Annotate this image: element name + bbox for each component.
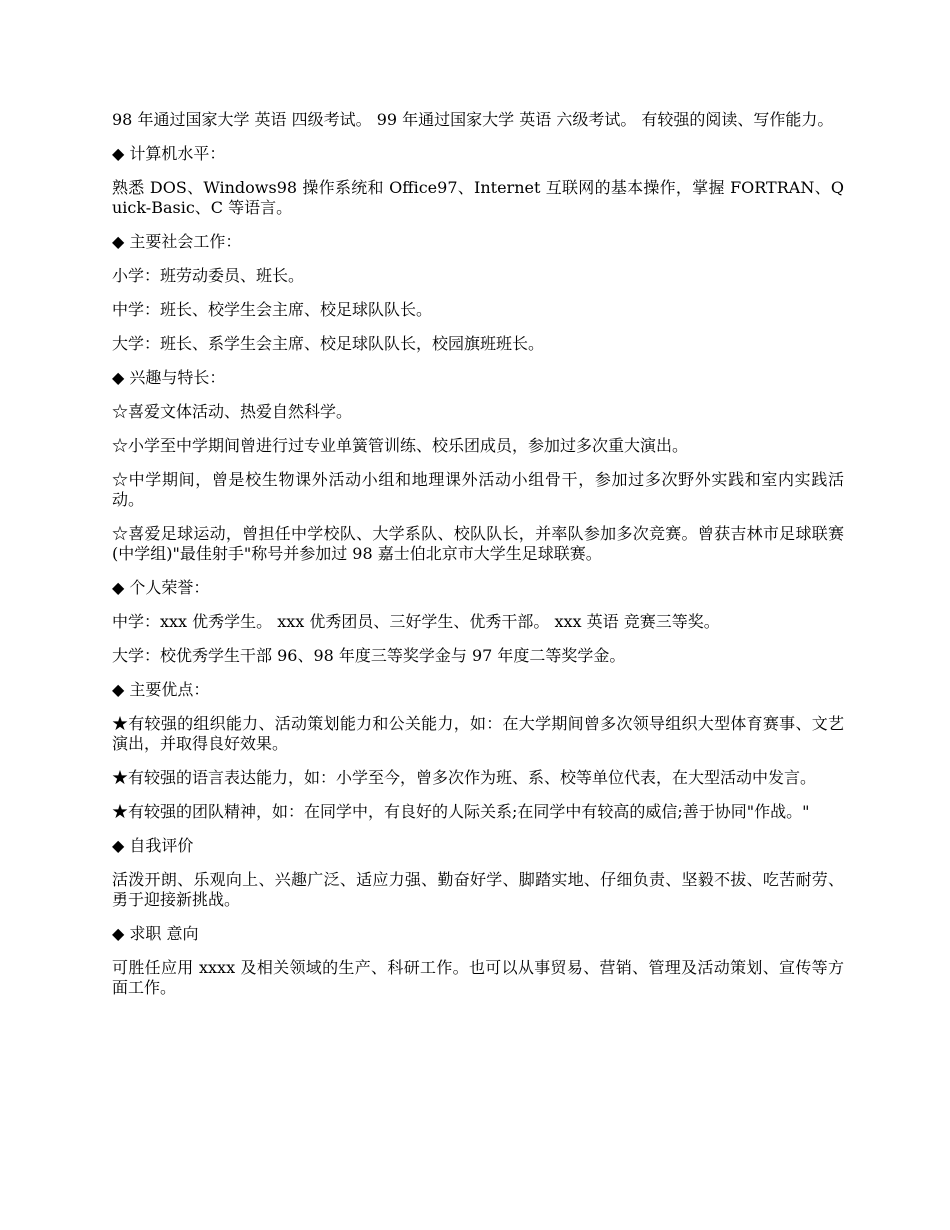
section-heading-computer-skills: ◆ 计算机水平：	[112, 144, 226, 163]
paragraph-strength-3: ★有较强的团队精神，如：在同学中，有良好的人际关系;在同学中有较高的威信;善于协同"作战。"	[112, 802, 810, 821]
paragraph-strength-2: ★有较强的语言表达能力，如：小学至今，曾多次作为班、系、校等单位代表，在大型活动中发言。	[112, 768, 817, 787]
paragraph-job-intention: 可胜任应用 xxxx 及相关领域的生产、科研工作。也可以从事贸易、营销、管理及活动策划、宣传等方面工作。	[112, 958, 844, 997]
document-page	[112, 110, 844, 1012]
paragraph-honors-middle-school: 中学：xxx 优秀学生。 xxx 优秀团员、三好学生、优秀干部。 xxx 英语 竞赛三等奖。	[112, 612, 720, 631]
paragraph-middle-school-roles: 中学：班长、校学生会主席、校足球队队长。	[112, 300, 433, 319]
paragraph-university-roles: 大学：班长、系学生会主席、校足球队队长，校园旗班班长。	[112, 334, 545, 353]
paragraph-honors-university: 大学：校优秀学生干部 96、98 年度三等奖学金与 97 年度二等奖学金。	[112, 646, 626, 665]
section-heading-strengths: ◆ 主要优点：	[112, 680, 210, 699]
paragraph-strength-1: ★有较强的组织能力、活动策划能力和公关能力，如：在大学期间曾多次领导组织大型体育赛事、文艺演出，并取得良好效果。	[112, 714, 844, 753]
paragraph-interest-2: ☆小学至中学期间曾进行过专业单簧管训练、校乐团成员，参加过多次重大演出。	[112, 436, 689, 455]
paragraph-english-level: 98 年通过国家大学 英语 四级考试。 99 年通过国家大学 英语 六级考试。 有较强的阅读、写作能力。	[112, 110, 834, 129]
paragraph-primary-school-roles: 小学：班劳动委员、班长。	[112, 266, 305, 285]
section-heading-job-intention: ◆ 求职 意向	[112, 924, 199, 943]
paragraph-interest-1: ☆喜爱文体活动、热爱自然科学。	[112, 402, 353, 421]
paragraph-interest-4: ☆喜爱足球运动，曾担任中学校队、大学系队、校队队长，并率队参加多次竞赛。曾获吉林市足球联赛(中学组)"最佳射手"称号并参加过 98 嘉士伯北京市大学生足球联赛。	[112, 524, 844, 563]
section-heading-self-evaluation: ◆ 自我评价	[112, 836, 194, 855]
section-heading-honors: ◆ 个人荣誉：	[112, 578, 210, 597]
paragraph-interest-3: ☆中学期间，曾是校生物课外活动小组和地理课外活动小组骨干，参加过多次野外实践和室内实践活动。	[112, 470, 844, 509]
section-heading-interests: ◆ 兴趣与特长：	[112, 368, 226, 387]
paragraph-self-evaluation: 活泼开朗、乐观向上、兴趣广泛、适应力强、勤奋好学、脚踏实地、仔细负责、坚毅不拔、吃苦耐劳、勇于迎接新挑战。	[112, 870, 844, 909]
section-heading-social-work: ◆ 主要社会工作：	[112, 232, 242, 251]
paragraph-computer-skills: 熟悉 DOS、Windows98 操作系统和 Office97、Internet 互联网的基本操作，掌握 FORTRAN、Quick-Basic、C 等语言。	[112, 178, 844, 217]
